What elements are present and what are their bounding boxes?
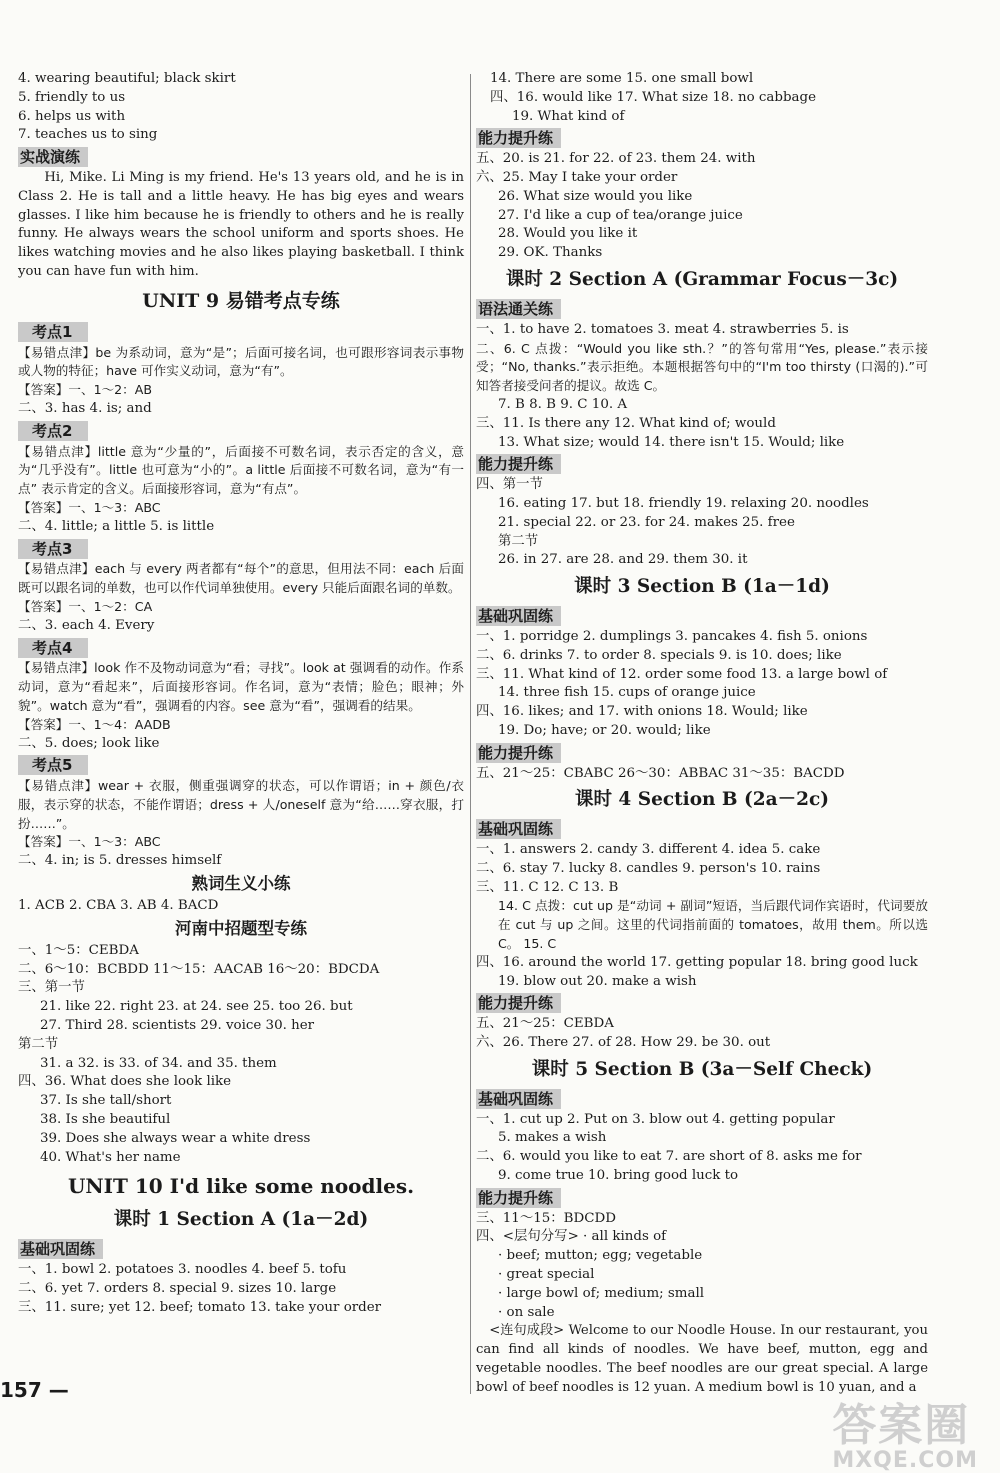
answer-line: 二、4. in; is 5. dresses himself bbox=[18, 853, 222, 869]
answer-block bbox=[476, 1111, 928, 1186]
answer-line: 【答案】一、1～3：ABC bbox=[18, 834, 161, 850]
error-note: 【易错点津】wear + 衣服，侧重强调穿的状态，可以作谓语；in + 颜色/衣服，表示穿的状态，不能作谓语；dress + 人/oneself 意为“给……穿衣服，打扮……”。 bbox=[18, 778, 464, 831]
answer-line: 【答案】一、1～4：AADB bbox=[18, 716, 171, 732]
answer-line: 二、6. yet 7. orders 8. special 9. sizes 10. large bbox=[18, 1281, 337, 1297]
answer-line: 三、第一节 bbox=[18, 980, 85, 996]
section-label-nengli: 能力提升练 bbox=[476, 1188, 561, 1208]
answer-line: 27. I'd like a cup of tea/orange juice bbox=[498, 207, 743, 223]
answer-block bbox=[476, 476, 928, 570]
right-column bbox=[476, 70, 928, 1398]
section-label-jichu: 基础巩固练 bbox=[476, 606, 561, 626]
answer-line: 三、11～15：BDCDD bbox=[476, 1210, 616, 1226]
answer-line: 5. friendly to us bbox=[18, 89, 126, 105]
answer-line: 六、25. May I take your order bbox=[476, 169, 678, 185]
section-label-nengli: 能力提升练 bbox=[476, 993, 561, 1013]
answer-line: 19. What kind of bbox=[512, 108, 625, 124]
answer-line: 【答案】一、1～3：ABC bbox=[18, 499, 161, 515]
answer-line: 16. eating 17. but 18. friendly 19. relaxing 20. noodles bbox=[498, 495, 869, 511]
section-label-nengli: 能力提升练 bbox=[476, 454, 561, 474]
kaodian-1 bbox=[18, 320, 464, 419]
section-label-jichu: 基础巩固练 bbox=[476, 1089, 561, 1109]
answer-line: 一、1～5：CEBDA bbox=[18, 942, 139, 958]
answer-line: 二、6～10：BCBDD 11～15：AACAB 16～20：BDCDA bbox=[18, 961, 380, 977]
left-column bbox=[18, 70, 464, 1318]
error-note: 【易错点津】little 意为“少量的”，后面接不可数名词，表示否定的含义，意为“几乎没有”。little 也可意为“小的”。a little 后面接不可数名词，意为“有一点” 表示肯定的含义。后面接形容词，意为“有点”。 bbox=[18, 443, 464, 497]
answer-line: 四、16. would like 17. What size 18. no cabbage bbox=[490, 89, 817, 105]
answer-block bbox=[476, 70, 928, 126]
henan-four: 四、36. What does she look like bbox=[18, 1074, 232, 1090]
answer-line: 21. like 22. right 23. at 24. see 25. too 26. but bbox=[40, 999, 353, 1015]
section-label-yufa: 语法通关练 bbox=[476, 299, 561, 319]
answer-line: 一、1. porridge 2. dumplings 3. pancakes 4. fish 5. onions bbox=[476, 628, 868, 644]
answer-line: 二、3. has 4. is; and bbox=[18, 400, 152, 416]
answer-line: · on sale bbox=[498, 1304, 555, 1320]
answer-line: 14. three fish 15. cups of orange juice bbox=[498, 685, 756, 701]
section-label-nengli: 能力提升练 bbox=[476, 743, 561, 763]
answer-line: · large bowl of; medium; small bbox=[498, 1285, 705, 1301]
answer-line: · beef; mutton; egg; vegetable bbox=[498, 1248, 703, 1264]
answer-line: 三、11. sure; yet 12. beef; tomato 13. take your order bbox=[18, 1299, 382, 1315]
answer-line: 7. B 8. B 9. C 10. A bbox=[498, 396, 628, 412]
lesson4-title: 课时 4 Section B (2a－2c) bbox=[574, 789, 830, 811]
top-answer-list bbox=[18, 70, 464, 145]
answer-line: 6. helps us with bbox=[18, 108, 126, 124]
lesson3-title: 课时 3 Section B (1a－1d) bbox=[574, 576, 830, 598]
shuci-title: 熟词生义小练 bbox=[191, 874, 291, 894]
unit10-title: UNIT 10 I'd like some noodles. bbox=[67, 1174, 415, 1199]
answer-line: 39. Does she always wear a white dress bbox=[40, 1130, 311, 1146]
answer-line: 13. What size; would 14. there isn't 15. Would; like bbox=[498, 434, 845, 450]
henan-answers-indented bbox=[18, 1055, 464, 1074]
answer-line: 四、第一节 bbox=[476, 477, 543, 493]
answer-line: 【答案】一、1～2：CA bbox=[18, 598, 153, 614]
column-divider bbox=[470, 74, 471, 1394]
kaodian-label: 考点1 bbox=[18, 322, 88, 342]
answer-line: 二、6. drinks 7. to order 8. specials 9. is 10. does; like bbox=[476, 647, 842, 663]
watermark-url: MXQE.COM bbox=[832, 1448, 978, 1473]
answer-line: 19. blow out 20. make a wish bbox=[498, 973, 697, 989]
answer-line: 21. special 22. or 23. for 24. makes 25. free bbox=[498, 514, 795, 530]
kaodian-2 bbox=[18, 419, 464, 537]
answer-line: · great special bbox=[498, 1267, 595, 1283]
answer-line: 26. What size would you like bbox=[498, 188, 693, 204]
answer-line: 27. Third 28. scientists 29. voice 30. her bbox=[40, 1018, 315, 1034]
answer-line: 9. come true 10. bring good luck to bbox=[498, 1168, 739, 1184]
answer-line: 六、26. There 27. of 28. How 29. be 30. out bbox=[476, 1035, 771, 1051]
answer-block bbox=[476, 150, 928, 263]
answer-line: 一、1. answers 2. candy 3. different 4. idea 5. cake bbox=[476, 842, 821, 858]
section-label-nengli: 能力提升练 bbox=[476, 128, 561, 148]
section-label-jichu: 基础巩固练 bbox=[476, 819, 561, 839]
writing-paragraph: <连句成段> Welcome to our Noodle House. In our restaurant, you can find all kinds of noodles. We have beef, mutton, egg and vegetable noodles. The beef noodles are our great special. A large bowl of beef noodles is 12 yuan. A medium bowl is 10 yuan, and a bbox=[476, 1323, 928, 1395]
answer-block bbox=[476, 1015, 928, 1053]
answer-line: 一、1. to have 2. tomatoes 3. meat 4. strawberries 5. is bbox=[476, 321, 849, 337]
section-label-jichu: 基础巩固练 bbox=[18, 1239, 103, 1259]
kaodian-4 bbox=[18, 636, 464, 754]
answer-line: 29. OK. Thanks bbox=[498, 245, 603, 261]
kaodian-5 bbox=[18, 753, 464, 871]
answer-block bbox=[476, 954, 928, 992]
answer-line: 五、21～25：CBABC 26～30：ABBAC 31～35：BACDD bbox=[476, 765, 845, 781]
answer-line: 37. Is she tall/short bbox=[40, 1093, 172, 1109]
kaodian-label: 考点2 bbox=[18, 421, 88, 441]
answer-line: 二、4. little; a little 5. is little bbox=[18, 518, 215, 534]
answer-line: 4. wearing beautiful; black skirt bbox=[18, 71, 236, 86]
henan-sec2: 第二节 bbox=[18, 1036, 59, 1052]
kaodian-3 bbox=[18, 537, 464, 636]
answer-line: 一、1. bowl 2. potatoes 3. noodles 4. beef 5. tofu bbox=[18, 1262, 347, 1278]
answer-line: 五、21～25：CEBDA bbox=[476, 1016, 614, 1032]
page-number: 157 — bbox=[0, 1378, 69, 1402]
answer-line: 三、11. What kind of 12. order some food 13. a large bowl of bbox=[476, 666, 888, 682]
answer-line: 二、5. does; look like bbox=[18, 735, 160, 751]
henan-answers bbox=[18, 942, 464, 998]
lesson2-title: 课时 2 Section A (Grammar Focus－3c) bbox=[505, 268, 899, 290]
answer-line: 7. teaches us to sing bbox=[18, 127, 158, 143]
error-note: 【易错点津】be 为系动词，意为“是”；后面可接名词，也可跟形容词表示事物或人物的特征；have 可作实义动词，意为“有”。 bbox=[18, 344, 464, 379]
answer-line: 26. in 27. are 28. and 29. them 30. it bbox=[498, 552, 748, 568]
answer-line: 5. makes a wish bbox=[498, 1130, 607, 1146]
answer-line: 一、1. cut up 2. Put on 3. blow out 4. getting popular bbox=[476, 1111, 835, 1127]
answer-line: 40. What's her name bbox=[40, 1149, 181, 1165]
henan-title: 河南中招题型专练 bbox=[175, 918, 307, 938]
watermark bbox=[832, 1402, 978, 1472]
answer-line: 四、<层句分写> · all kinds of bbox=[476, 1229, 667, 1245]
answer-line: 三、11. Is there any 12. What kind of; would bbox=[476, 415, 776, 431]
answer-line: 三、11. C 12. C 13. B bbox=[476, 879, 619, 895]
henan-answers-indented bbox=[18, 998, 464, 1036]
answer-line: 四、16. likes; and 17. with onions 18. Would; like bbox=[476, 704, 808, 720]
answer-line: 31. a 32. is 33. of 34. and 35. them bbox=[40, 1055, 277, 1071]
explanation: 二、6. C 点拨：“Would you like sth.？”的答句常用“Yes, please.”表示接受；“No, thanks.”表示拒绝。本题根据答句中的“I'm too thirsty (口渴的).”可知答者接受问者的提议。故选 C。 bbox=[476, 340, 928, 394]
answer-block bbox=[476, 841, 928, 897]
watermark-text: 答案圈 bbox=[832, 1400, 971, 1451]
lesson5-title: 课时 5 Section B (3a－Self Check) bbox=[531, 1058, 873, 1080]
answer-line: 14. There are some 15. one small bowl bbox=[490, 71, 754, 86]
henan-answers-indented bbox=[18, 1092, 464, 1167]
answer-line: 二、6. would you like to eat 7. are short of 8. asks me for bbox=[476, 1149, 862, 1165]
error-note: 【易错点津】look 作不及物动词意为“看；寻找”。look at 强调看的动作。作系动词，意为“看起来”，后面接形容词。作名词，意为“表情；脸色；眼神；外貌”。watch 意为“看”，强调看的内容。see 意为“看”，强调看的结果。 bbox=[18, 660, 464, 713]
answer-block bbox=[476, 1210, 928, 1323]
section-label-shizhan: 实战演练 bbox=[18, 147, 88, 167]
answer-line: 19. Do; have; or 20. would; like bbox=[498, 722, 711, 738]
essay-paragraph: Hi, Mike. Li Ming is my friend. He's 13 years old, and he is in Class 2. He is tall and a little heavy. He has big eyes and wears glasses. I like him because he is friendly to others and he is really funny. He always wears the school uniform and sports shoes. He likes watching movies and he also likes playing basketball. I think you can have fun with him. bbox=[18, 169, 464, 279]
answer-line: 【答案】一、1～2：AB bbox=[18, 382, 153, 398]
kaodian-label: 考点5 bbox=[18, 755, 88, 775]
explanation: 14. C 点拨：cut up 是“动词 + 副词”短语，当后跟代词作宾语时，代词要放在 cut 与 up 之间。这里的代词指前面的 tomatoes，故用 them。所以选 C。 15. C bbox=[498, 898, 928, 952]
answer-line: 二、3. each 4. Every bbox=[18, 617, 155, 633]
kaodian-label: 考点4 bbox=[18, 638, 88, 658]
shuci-answers: 1. ACB 2. CBA 3. AB 4. BACD bbox=[18, 898, 219, 914]
answer-line: 二、6. stay 7. lucky 8. candles 9. person's 10. rains bbox=[476, 860, 821, 876]
lesson1-title: 课时 1 Section A (1a－2d) bbox=[113, 1209, 369, 1231]
error-note: 【易错点津】each 与 every 两者都有“每个”的意思，但用法不同：each 后面既可以跟名词的单数，也可以作代词单独使用。every 只能后面跟名词的单数。 bbox=[18, 561, 464, 596]
answer-block bbox=[476, 396, 928, 452]
answer-line: 五、20. is 21. for 22. of 23. them 24. with bbox=[476, 151, 756, 167]
unit9-title: UNIT 9 易错考点专练 bbox=[142, 289, 340, 312]
answer-line: 四、16. around the world 17. getting popular 18. bring good luck bbox=[476, 954, 918, 970]
kaodian-label: 考点3 bbox=[18, 539, 88, 559]
answer-line: 38. Is she beautiful bbox=[40, 1112, 171, 1128]
lesson1-answers bbox=[18, 1261, 464, 1317]
answer-line: 第二节 bbox=[498, 533, 539, 549]
answer-line: 28. Would you like it bbox=[498, 226, 638, 242]
answer-block bbox=[476, 628, 928, 741]
